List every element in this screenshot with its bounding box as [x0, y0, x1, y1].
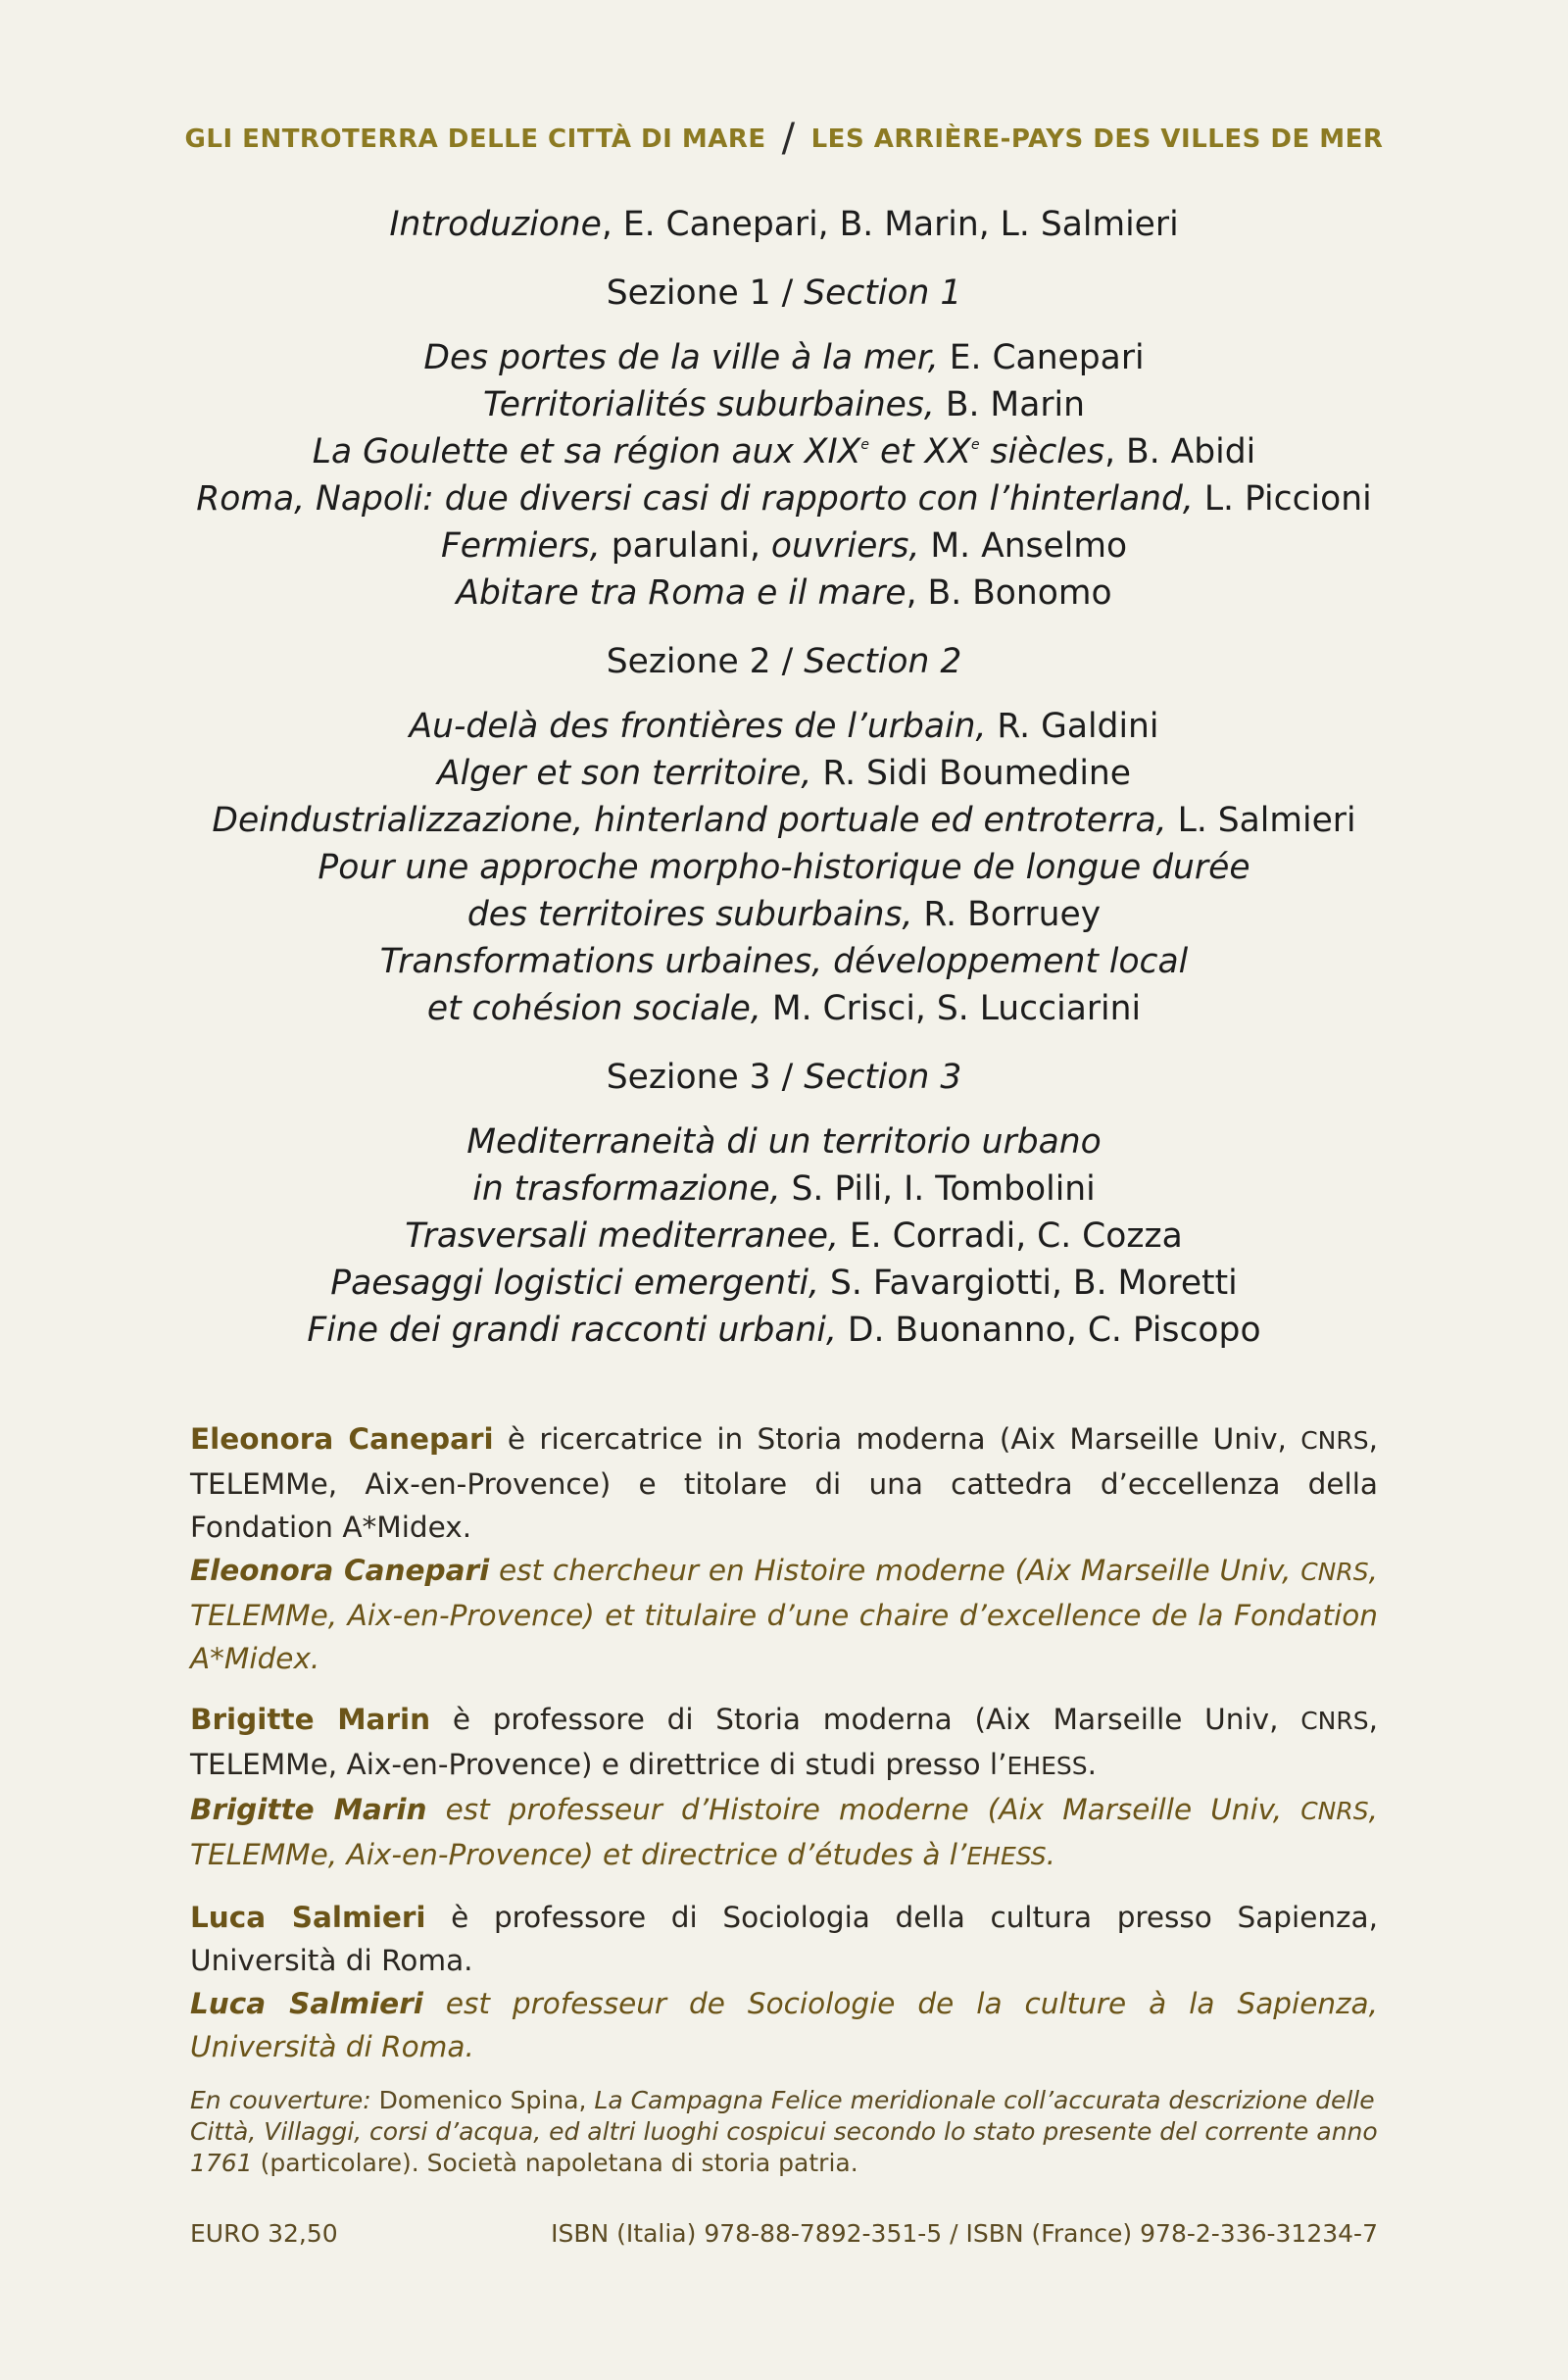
series-separator: / [781, 116, 796, 161]
section-1-heading: Sezione 1 / Section 1 [606, 273, 962, 313]
series-header [0, 116, 1568, 161]
bio-marin [190, 1698, 1378, 1878]
price: EURO 32,50 [190, 2219, 338, 2248]
toc-entry: Des portes de la ville à la mer, E. Canepari [423, 338, 1145, 377]
section-2-entries [0, 703, 1568, 1032]
toc-entry: in trasformazione, S. Pili, I. Tombolini [472, 1169, 1096, 1209]
toc-entry: Paesaggi logistici emergenti, S. Favargiotti, B. Moretti [330, 1264, 1238, 1303]
toc-entry: Roma, Napoli: due diversi casi di rapporto con l’hinterland, L. Piccioni [196, 479, 1372, 519]
bio-it: Eleonora Canepari è ricercatrice in Storia moderna (Aix Marseille Univ, CNRS, TELEMMe, Aix-en-Provence) e titolare di una cattedra d’eccellenza della Fondation A*Midex. [190, 1422, 1378, 1544]
toc-entry: Fine dei grandi racconti urbani, D. Buonanno, C. Piscopo [307, 1311, 1261, 1350]
bio-canepari [190, 1417, 1378, 1680]
bio-it: Luca Salmieri è professore di Sociologia della cultura presso Sapienza, Università di Roma. [190, 1901, 1378, 1977]
toc-entry: Au-delà des frontières de l’urbain, R. Galdini [409, 707, 1159, 746]
toc-entry: La Goulette et sa région aux XIXe et XXe siècles, B. Abidi [312, 432, 1256, 471]
section-3-heading: Sezione 3 / Section 3 [606, 1058, 962, 1097]
toc-entry: Mediterraneità di un territorio urbano [466, 1122, 1102, 1162]
cover-credit: En couverture: Domenico Spina, La Campagna Felice meridionale coll’accurata descrizione delle Città, Villaggi, corsi d’acqua, ed altri luoghi cospicui secondo lo stato presente del corrente anno 1761 (particolare). Società napoletana di storia patria. [190, 2086, 1378, 2177]
isbn: ISBN (Italia) 978-88-7892-351-5 / ISBN (France) 978-2-336-31234-7 [551, 2219, 1378, 2248]
section-1-entries [0, 334, 1568, 617]
bio-it: Brigitte Marin è professore di Storia moderna (Aix Marseille Univ, CNRS, TELEMMe, Aix-en-Provence) e direttrice di studi presso l’EHESS. [190, 1703, 1378, 1781]
bio-fr: Eleonora Canepari est chercheur en Histoire moderne (Aix Marseille Univ, CNRS, TELEMMe, Aix-en-Provence) et titulaire d’une chaire d’excellence de la Fondation A*Midex. [190, 1554, 1378, 1675]
toc-introduction: Introduzione, E. Canepari, B. Marin, L. Salmieri [389, 205, 1179, 244]
table-of-contents [0, 201, 1568, 1375]
toc-entry: et cohésion sociale, M. Crisci, S. Lucciarini [426, 989, 1142, 1028]
section-2-heading: Sezione 2 / Section 2 [606, 642, 962, 681]
bio-salmieri [190, 1896, 1378, 2068]
toc-entry: Territorialités suburbaines, B. Marin [483, 385, 1085, 424]
bio-fr: Luca Salmieri est professeur de Sociologie de la culture à la Sapienza, Università di Roma. [190, 1987, 1378, 2063]
toc-entry: Alger et son territoire, R. Sidi Boumedine [436, 754, 1132, 793]
series-title-it: GLI ENTROTERRA DELLE CITTÀ DI MARE [184, 124, 766, 154]
series-title-fr: LES ARRIÈRE-PAYS DES VILLES DE MER [810, 124, 1384, 154]
section-3-entries [0, 1118, 1568, 1354]
editor-bios [190, 1417, 1378, 2086]
toc-entry: Trasversali mediterranee, E. Corradi, C. Cozza [405, 1216, 1183, 1256]
toc-entry: Abitare tra Roma e il mare, B. Bonomo [456, 573, 1112, 613]
toc-entry: Transformations urbaines, développement local [379, 942, 1189, 981]
toc-entry: des territoires suburbains, R. Borruey [466, 895, 1102, 934]
toc-entry: Fermiers, parulani, ouvriers, M. Anselmo [440, 526, 1128, 566]
toc-entry: Pour une approche morpho-historique de longue durée [318, 848, 1250, 887]
toc-entry: Deindustrializzazione, hinterland portuale ed entroterra, L. Salmieri [212, 801, 1356, 840]
bio-fr: Brigitte Marin est professeur d’Histoire moderne (Aix Marseille Univ, CNRS, TELEMMe, Aix-en-Provence) et directrice d’études à l’EHESS. [190, 1793, 1378, 1871]
